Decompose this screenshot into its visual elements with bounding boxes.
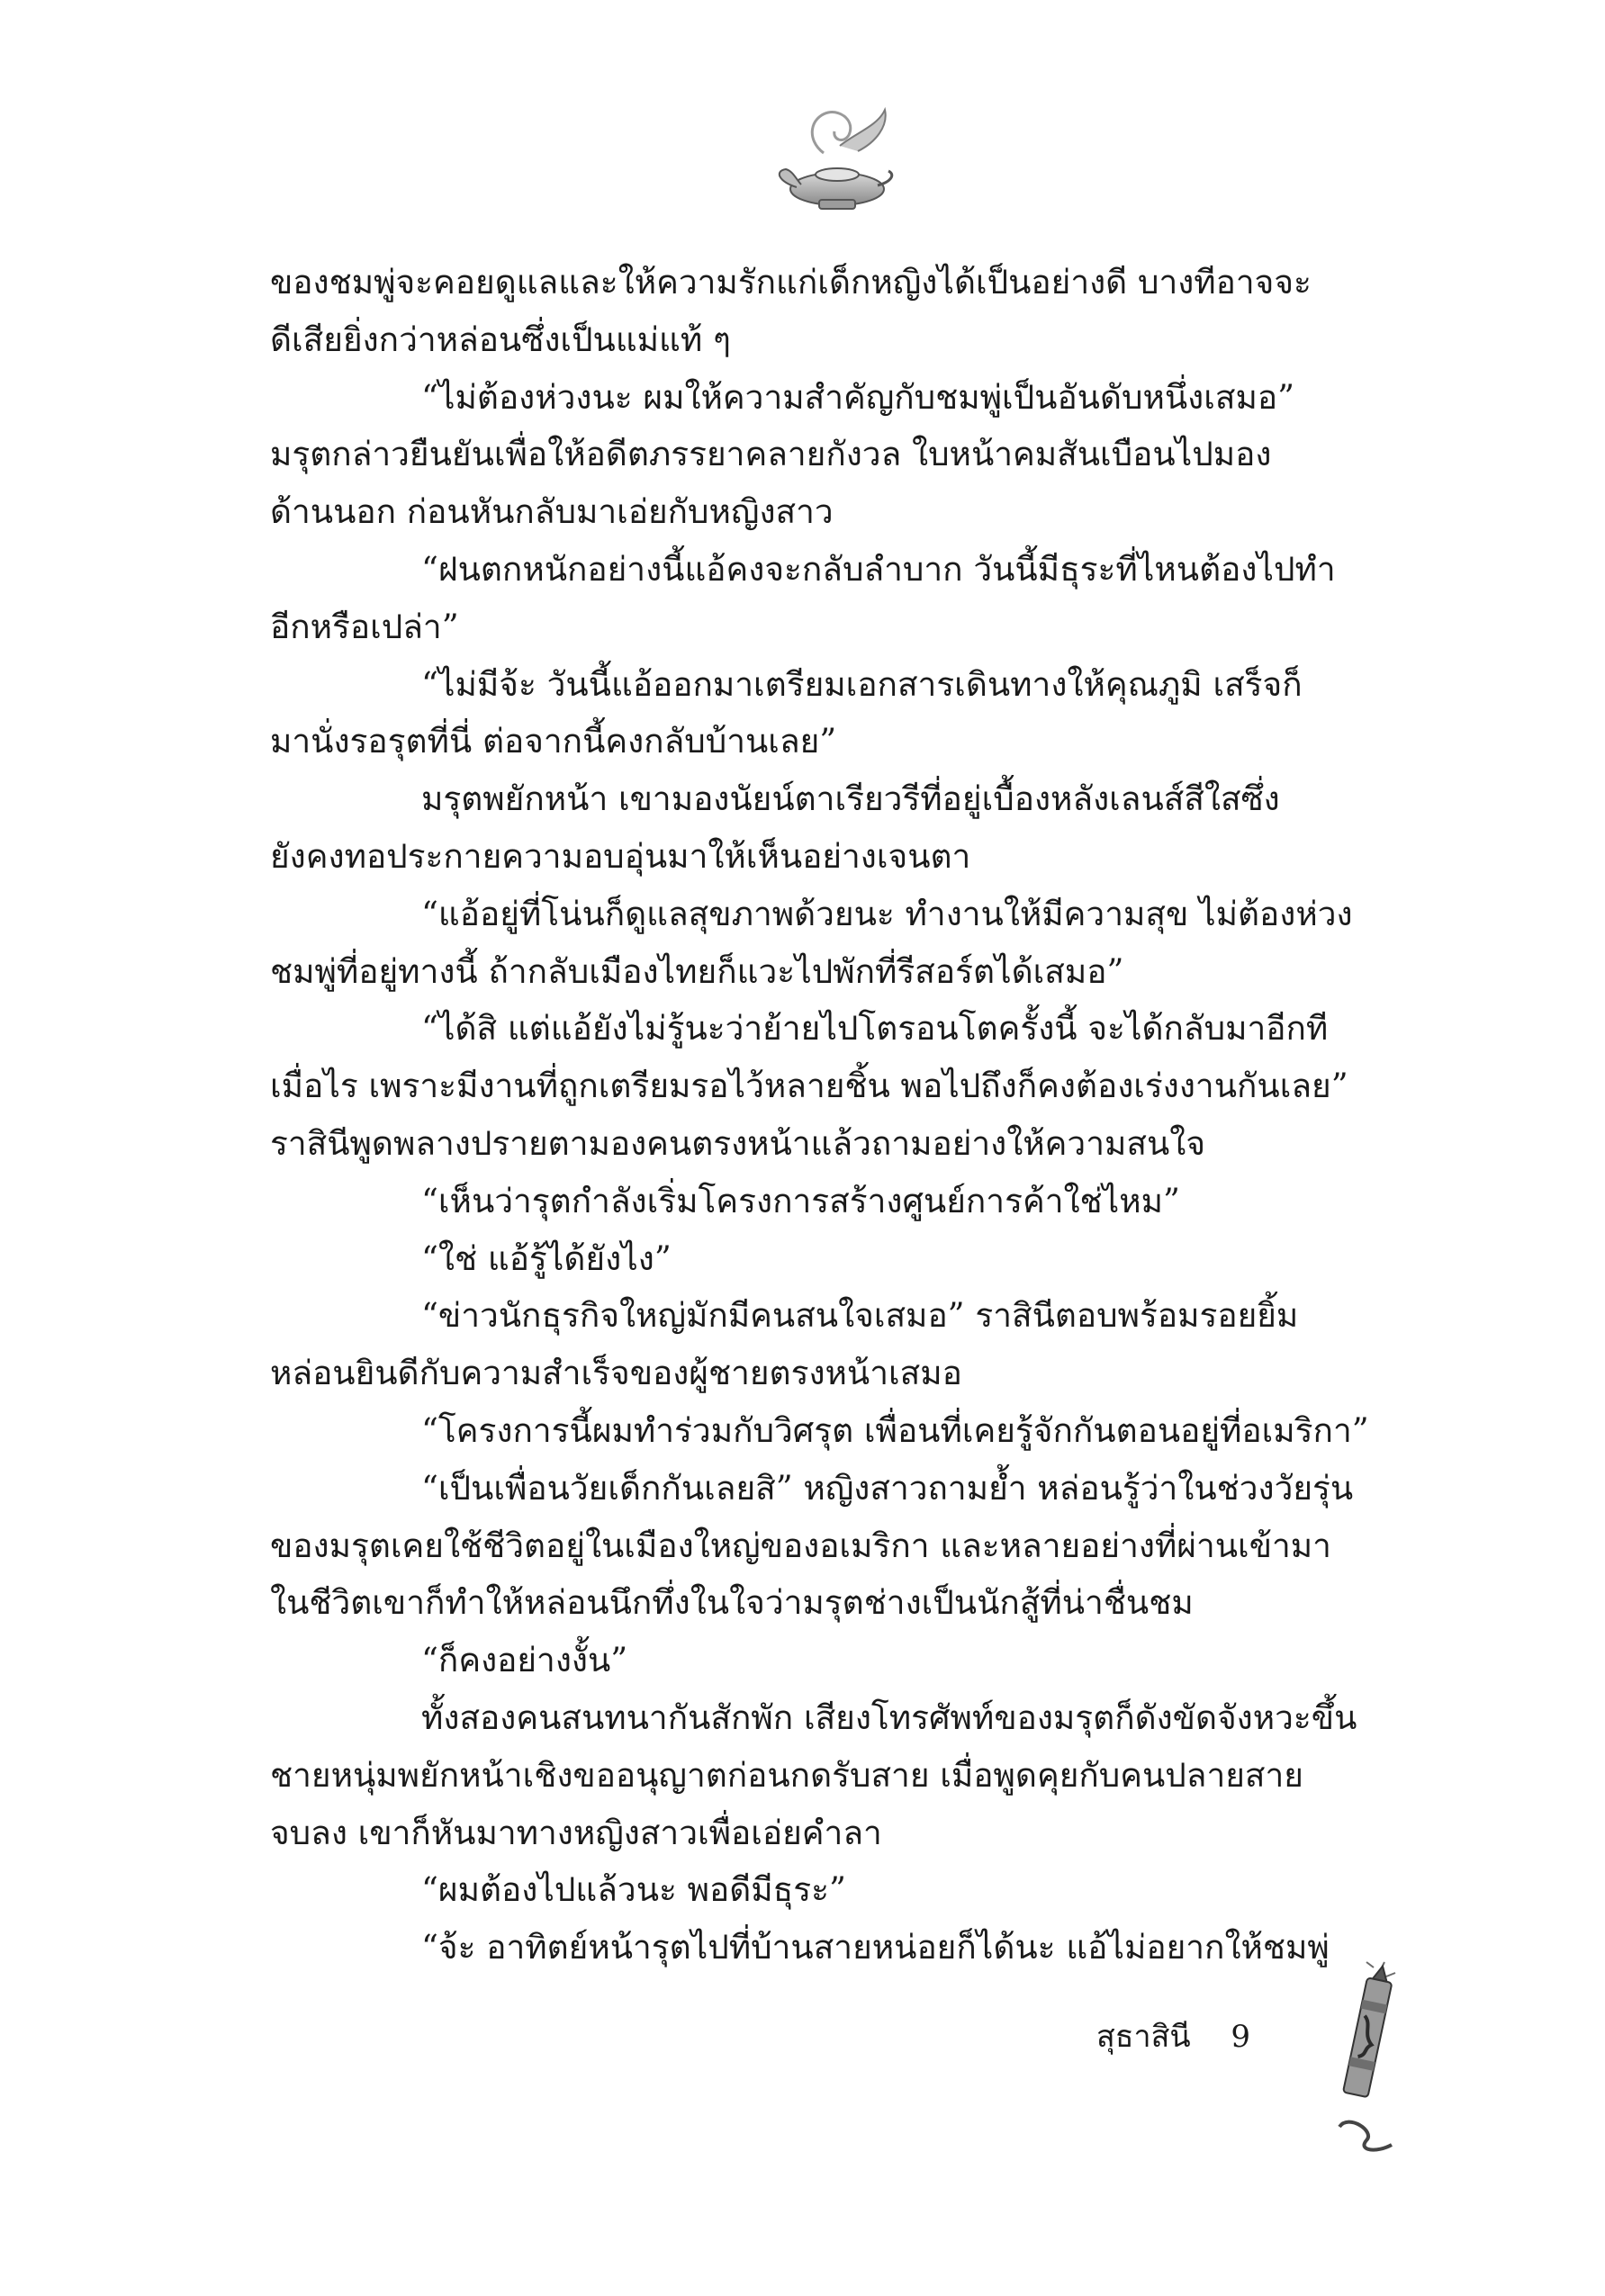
text-line: ของมรุตเคยใช้ชีวิตอยู่ในเมืองใหญ่ของอเมริกา และหลายอย่างที่ผ่านเข้ามา [270,1526,1331,1565]
text-line: “จ้ะ อาทิตย์หน้ารุตไปที่บ้านสายหน่อยก็ได้นะ แอ้ไม่อยากให้ชมพู่ [421,1928,1330,1967]
text-line: “ไม่มีจ้ะ วันนี้แอ้ออกมาเตรียมเอกสารเดินทางให้คุณภูมิ เสร็จก็ [421,664,1303,704]
text-line: มรุตกล่าวยืนยันเพื่อให้อดีตภรรยาคลายกังวล ใบหน้าคมสันเบือนไปมอง [270,435,1272,474]
text-line: “ได้สิ แต่แอ้ยังไม่รู้นะว่าย้ายไปโตรอนโตครั้งนี้ จะได้กลับมาอีกที [421,1009,1329,1049]
page-footer [1096,2014,1250,2059]
text-line: “โครงการนี้ผมทำร่วมกับวิศรุต เพื่อนที่เคยรู้จักกันตอนอยู่ที่อเมริกา” [421,1410,1369,1450]
body-text [270,254,1413,1976]
text-line: “แอ้อยู่ที่โน่นก็ดูแลสุขภาพด้วยนะ ทำงานให้มีความสุข ไม่ต้องห่วง [421,894,1353,933]
text-line: ยังคงทอประกายความอบอุ่นมาให้เห็นอย่างเจนตา [270,836,971,876]
text-line: “ใช่ แอ้รู้ได้ยังไง” [421,1238,672,1278]
text-line: ด้านนอก ก่อนหันกลับมาเอ่ยกับหญิงสาว [270,492,834,532]
text-line: ชมพู่ที่อยู่ทางนี้ ถ้ากลับเมืองไทยก็แวะไปพักที่รีสอร์ตได้เสมอ” [270,951,1124,991]
text-line: ราสินีพูดพลางปรายตามองคนตรงหน้าแล้วถามอย่างให้ความสนใจ [270,1123,1205,1163]
text-line: ชายหนุ่มพยักหน้าเชิงขออนุญาตก่อนกดรับสาย เมื่อพูดคุยกับคนปลายสาย [270,1755,1303,1795]
text-line: ดีเสียยิ่งกว่าหล่อนซึ่งเป็นแม่แท้ ๆ [270,320,731,359]
text-line: อีกหรือเปล่า” [270,607,459,646]
text-line: ของชมพู่จะคอยดูแลและให้ความรักแก่เด็กหญิงได้เป็นอย่างดี บางทีอาจจะ [270,263,1312,302]
text-line: “เห็นว่ารุตกำลังเริ่มโครงการสร้างศูนย์การค้าใช่ไหม” [421,1181,1180,1220]
text-line: “ไม่ต้องห่วงนะ ผมให้ความสำคัญกับชมพู่เป็นอันดับหนึ่งเสมอ” [421,377,1294,417]
text-line: จบลง เขาก็หันมาทางหญิงสาวเพื่อเอ่ยคำลา [270,1813,882,1852]
text-line: ในชีวิตเขาก็ทำให้หล่อนนึกทึ่งในใจว่ามรุตช่างเป็นนักสู้ที่น่าชื่นชม [270,1583,1194,1623]
text-line: เมื่อไร เพราะมีงานที่ถูกเตรียมรอไว้หลายชิ้น พอไปถึงก็คงต้องเร่งงานกันเลย” [270,1067,1348,1106]
book-title: สุธาสินี [1096,2019,1191,2055]
text-line: หล่อนยินดีกับความสำเร็จของผู้ชายตรงหน้าเสมอ [270,1354,962,1393]
text-line: “เป็นเพื่อนวัยเด็กกันเลยสิ” หญิงสาวถามย้ำ หล่อนรู้ว่าในช่วงวัยรุ่น [421,1468,1354,1508]
crayon-icon [1321,1960,1402,2158]
text-line: มรุตพยักหน้า เขามองนัยน์ตาเรียวรีที่อยู่เบื้องหลังเลนส์สีใสซึ่ง [421,779,1280,819]
text-line: “ฝนตกหนักอย่างนี้แอ้คงจะกลับลำบาก วันนี้มีธุระที่ไหนต้องไปทำ [421,549,1336,589]
page-number: 9 [1231,2019,1251,2055]
text-line: “ผมต้องไปแล้วนะ พอดีมีธุระ” [421,1870,846,1910]
teapot-ornament-icon [770,99,905,225]
text-line: มานั่งรอรุตที่นี่ ต่อจากนี้คงกลับบ้านเลย” [270,722,837,761]
text-line: “ก็คงอย่างงั้น” [421,1641,628,1680]
text-line: “ข่าวนักธุรกิจใหญ่มักมีคนสนใจเสมอ” ราสินีตอบพร้อมรอยยิ้ม [421,1296,1299,1336]
text-line: ทั้งสองคนสนทนากันสักพัก เสียงโทรศัพท์ของมรุตก็ดังขัดจังหวะขึ้น [421,1697,1357,1737]
